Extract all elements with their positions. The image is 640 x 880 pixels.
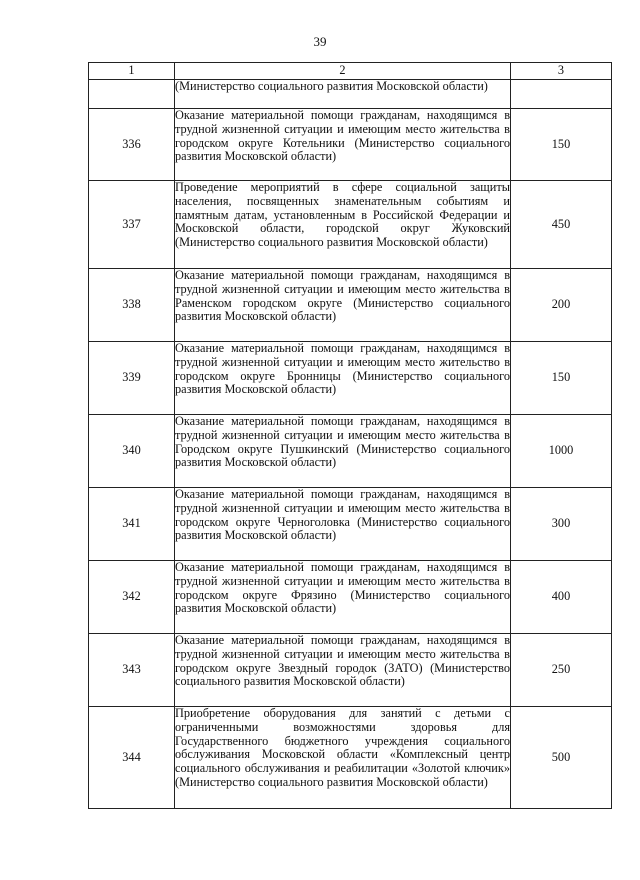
table-row xyxy=(89,634,612,707)
row-description-cell: Оказание материальной помощи гражданам, находящимся в трудной жизненной ситуации и имеющим место жительства в Городском округе Пушкинский (Министерство социального развития Московской области) xyxy=(175,415,511,488)
row-description-cell: Проведение мероприятий в сфере социальной защиты населения, посвященных знаменательным событиям и памятным датам, установленным в Российской Федерации и Московской области, городской округ Жуковский (Министерство социального развития Московской области) xyxy=(175,181,511,269)
column-header-description: 2 xyxy=(175,63,511,80)
row-amount-cell: 500 xyxy=(511,707,612,809)
table-row xyxy=(89,269,612,342)
table-row xyxy=(89,181,612,269)
row-number-cell: 339 xyxy=(89,342,175,415)
row-number-cell: 341 xyxy=(89,488,175,561)
row-amount-cell: 150 xyxy=(511,109,612,181)
table-row xyxy=(89,109,612,181)
row-number-cell: 342 xyxy=(89,561,175,634)
column-header-number: 1 xyxy=(89,63,175,80)
table-row xyxy=(89,561,612,634)
row-number-cell: 343 xyxy=(89,634,175,707)
row-description-cell: Оказание материальной помощи гражданам, находящимся в трудной жизненной ситуации и имеющим место жительства в городском округе Звездный городок (ЗАТО) (Министерство социального развития Московской области) xyxy=(175,634,511,707)
row-description-cell: Оказание материальной помощи гражданам, находящимся в трудной жизненной ситуации и имеющим место жительства в городском округе Фрязино (Министерство социального развития Московской области) xyxy=(175,561,511,634)
budget-table xyxy=(88,62,612,809)
row-amount-cell xyxy=(511,80,612,109)
table-row xyxy=(89,707,612,809)
row-amount-cell: 300 xyxy=(511,488,612,561)
row-description-cell: Приобретение оборудования для занятий с детьми с ограниченными возможностями здоровья для Государственного бюджетного учреждения социального обслуживания Московской области «Комплексный центр социального обслуживания и реабилитации «Золотой ключик» (Министерство социального развития Московской области) xyxy=(175,707,511,809)
table-row xyxy=(89,488,612,561)
row-description-cell: Оказание материальной помощи гражданам, находящимся в трудной жизненной ситуации и имеющим место жительства в Раменском городском округе (Министерство социального развития Московской области) xyxy=(175,269,511,342)
row-amount-cell: 150 xyxy=(511,342,612,415)
row-number-cell: 336 xyxy=(89,109,175,181)
row-number-cell: 340 xyxy=(89,415,175,488)
table-header-row xyxy=(89,63,612,80)
row-number-cell: 337 xyxy=(89,181,175,269)
table-row xyxy=(89,342,612,415)
row-amount-cell: 450 xyxy=(511,181,612,269)
row-amount-cell: 1000 xyxy=(511,415,612,488)
column-header-amount: 3 xyxy=(511,63,612,80)
row-number-cell: 338 xyxy=(89,269,175,342)
row-amount-cell: 200 xyxy=(511,269,612,342)
row-amount-cell: 250 xyxy=(511,634,612,707)
row-description-cell: (Министерство социального развития Московской области) xyxy=(175,80,511,109)
table-row xyxy=(89,415,612,488)
row-amount-cell: 400 xyxy=(511,561,612,634)
page-number: 39 xyxy=(313,34,327,49)
row-description-cell: Оказание материальной помощи гражданам, находящимся в трудной жизненной ситуации и имеющим место жительство в городском округе Бронницы (Министерство социального развития Московской области) xyxy=(175,342,511,415)
table-row xyxy=(89,80,612,109)
row-description-cell: Оказание материальной помощи гражданам, находящимся в трудной жизненной ситуации и имеющим место жительства в городском округе Черноголовка (Министерство социального развития Московской области) xyxy=(175,488,511,561)
row-description-cell: Оказание материальной помощи гражданам, находящимся в трудной жизненной ситуации и имеющим место жительства в городском округе Котельники (Министерство социального развития Московской области) xyxy=(175,109,511,181)
row-number-cell xyxy=(89,80,175,109)
row-number-cell: 344 xyxy=(89,707,175,809)
